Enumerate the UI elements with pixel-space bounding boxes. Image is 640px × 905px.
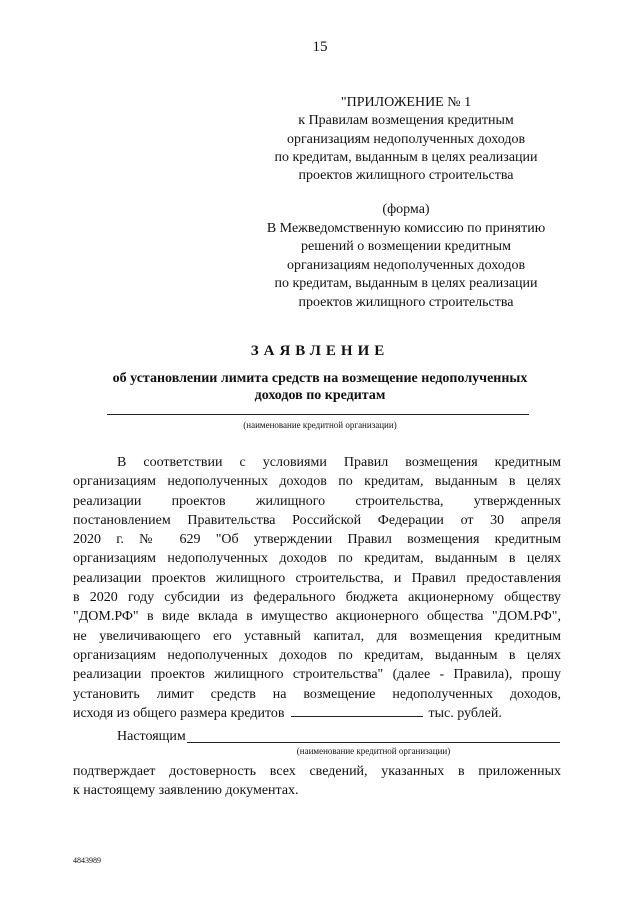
document-code: 4843989 (73, 856, 101, 865)
body-line: В соответствии с условиями Правил возмещения кредитным (117, 455, 561, 470)
body-line: организациям недополученных доходов по кредитам, выданным в целях (73, 551, 561, 567)
appendix-header (256, 94, 556, 185)
appendix-line: по кредитам, выданным в целях реализации (274, 149, 538, 165)
body-line: постановлением Правительства Российской Федерации от 30 апреля (73, 512, 561, 528)
body-line: реализации проектов жилищного строительства" (далее - Правила), прошу (73, 667, 561, 683)
document-title: ЗАЯВЛЕНИЕ (250, 343, 390, 359)
body-line: "ДОМ.РФ" в виде вклада в имущество акционерного общества "ДОМ.РФ", (73, 609, 561, 625)
addressee-line: проектов жилищного строительства (298, 294, 514, 310)
tail-line: к настоящему заявлению документах. (73, 783, 299, 799)
body-line: установить лимит средств на возмещение недополученных доходов, (73, 686, 561, 702)
credit-sum-prefix: исходя из общего размера кредитов (73, 705, 285, 721)
appendix-line: к Правилам возмещения кредитным (298, 113, 514, 129)
addressee-block (236, 201, 576, 312)
credit-sum-line (73, 704, 561, 723)
addressee-line: решений о возмещении кредитным (301, 239, 511, 254)
org-name-caption-2: (наименование кредитной организации) (296, 746, 451, 756)
body-line: в 2020 году субсидии из федерального бюджета акционерному обществу (73, 590, 561, 606)
addressee-line: организациям недополученных доходов (286, 257, 526, 273)
addressee-line: по кредитам, выданным в целях реализации (274, 276, 538, 291)
org-name-blank-line (107, 414, 529, 415)
body-line: не увеличивающего его уставный капитал, для возмещения кредитным (73, 628, 561, 644)
body-line: организациям недополученных доходов по кредитам, выданным в целях (73, 474, 561, 490)
subtitle-line: об установлении лимита средств на возмещение недополученных (112, 371, 528, 386)
body-line: 2020 г. № 629 "Об утверждении Правил возмещения кредитным (73, 532, 561, 548)
confirmation-paragraph (73, 762, 561, 801)
document-subtitle (70, 370, 570, 404)
addressee-line: В Межведомственную комиссию по принятию (266, 220, 546, 236)
subtitle-line: доходов по кредитам (254, 388, 386, 403)
body-line: реализации проектов жилищного строительства, и Правил предоставления (73, 570, 561, 586)
credit-sum-blank[interactable] (291, 704, 423, 717)
org-name-caption: (наименование кредитной организации) (243, 420, 397, 430)
body-paragraph (73, 453, 561, 723)
form-label: (форма) (382, 202, 430, 217)
org-name-blank-line-2[interactable] (187, 742, 560, 743)
credit-sum-suffix: тыс. рублей. (428, 705, 502, 721)
appendix-line: проектов жилищного строительства (298, 168, 514, 184)
tail-line: подтверждает достоверность всех сведений, указанных в приложенных (73, 764, 561, 779)
appendix-line: "ПРИЛОЖЕНИЕ № 1 (340, 95, 472, 110)
appendix-line: организациям недополученных доходов (286, 131, 526, 147)
body-line: реализации проектов жилищного строительства, утвержденных (73, 493, 561, 509)
present-label: Настоящим (117, 729, 186, 744)
body-line: организациям недополученных доходов по кредитам, выданным в целях (73, 647, 561, 663)
page-number: 15 (312, 39, 328, 55)
